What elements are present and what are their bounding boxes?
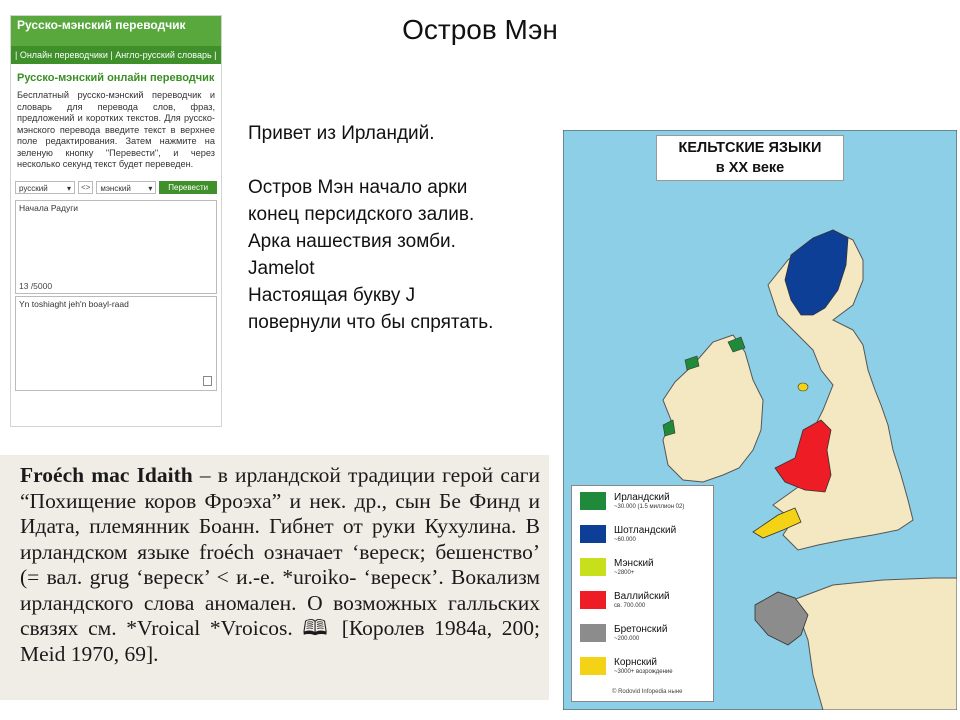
- swap-languages-button[interactable]: <>: [78, 181, 93, 194]
- map-title-line2: в XX веке: [715, 160, 785, 176]
- legend-item: [580, 591, 670, 610]
- source-text: Начала Радуги: [19, 202, 79, 213]
- legend-swatch: [580, 558, 606, 576]
- legend-note: ~2800+: [614, 570, 635, 576]
- map-legend: [571, 485, 714, 702]
- body-text-line: конец персидского залив.: [248, 204, 475, 225]
- body-text-line: [248, 147, 548, 174]
- map-title-line1: КЕЛЬТСКИЕ ЯЗЫКИ: [678, 140, 822, 156]
- chevron-down-icon: ▾: [148, 183, 153, 193]
- legend-swatch: [580, 525, 606, 543]
- body-text-line: Настоящая букву J: [248, 285, 416, 306]
- translate-button[interactable]: Перевести: [159, 181, 217, 194]
- legend-label: Ирландский: [614, 492, 670, 503]
- translator-controls: [11, 177, 221, 198]
- legend-item: [580, 558, 654, 577]
- excerpt-body: – в ирландской традиции герой саги “Похищение коров Фроэха” и нек. др., сын Бе Финд и Идата, племянник Боанн. Гибнет от руки Кухулина. В ирландском языке froéch означает ‘вереск; бешенство’ (= вал. grug ‘вереск’ < и.-е. *uroiko- ‘вереск’. Вокализм ирландского слова аномален. О возможных галльских связях см. *Vroical *Vroicos. 🕮 [Королев 1984а, 200; Meid 1970, 69].: [20, 463, 540, 666]
- legend-note: ~60.000: [614, 537, 636, 543]
- legend-note: ~200.000: [614, 636, 640, 642]
- legend-swatch: [580, 624, 606, 642]
- legend-label: Шотландский: [614, 525, 677, 536]
- legend-note: ~30.000 (1.5 миллион 02): [614, 504, 685, 510]
- copy-icon[interactable]: [203, 376, 212, 386]
- legend-swatch: [580, 492, 606, 510]
- source-text-input[interactable]: [15, 200, 217, 294]
- body-text-line: Jamelot: [248, 258, 315, 279]
- slide-title: Остров Мэн: [402, 14, 558, 45]
- legend-label: Мэнский: [614, 558, 654, 569]
- translator-header: Русско-мэнский переводчик: [11, 16, 221, 46]
- source-language-select[interactable]: [15, 181, 75, 194]
- legend-swatch: [580, 657, 606, 675]
- excerpt-headword: Froéch mac Idaith: [20, 463, 193, 487]
- legend-label: Корнский: [614, 657, 658, 668]
- legend-footer: © Rodovid Infopedia ныне: [612, 689, 683, 695]
- translation-output[interactable]: [15, 296, 217, 391]
- legend-note: св. 700.000: [614, 603, 646, 609]
- legend-label: Бретонский: [614, 624, 668, 635]
- body-text-line: Арка нашествия зомби.: [248, 231, 456, 252]
- map-title: [656, 135, 844, 181]
- source-language-label: русский: [19, 183, 48, 193]
- translator-widget: [10, 15, 222, 427]
- legend-item: [580, 657, 673, 676]
- char-counter: 13 /5000: [19, 280, 53, 291]
- excerpt-text: [20, 463, 540, 667]
- body-text-line: Остров Мэн начало арки: [248, 177, 468, 198]
- body-text-line: повернули что бы спрятать.: [248, 312, 494, 333]
- target-language-select[interactable]: [96, 181, 156, 194]
- translator-description: Бесплатный русско-мэнский переводчик и словарь для перевода слов, фраз, предложений и коротких текстов. Для русско-мэнского перевода введите текст в верхнее поле редактирования. Затем нажмите на зеленую кнопку "Перевести", и через несколько секунд текст будет переведен.: [17, 90, 215, 169]
- celtic-languages-map: [563, 130, 957, 710]
- translator-nav-links[interactable]: | Онлайн переводчики | Англо-русский словарь |: [11, 46, 221, 64]
- legend-item: [580, 624, 667, 643]
- translation-text: Yn toshiaght jeh'n boayl-raad: [19, 298, 129, 309]
- slide-body-text: [248, 120, 548, 336]
- translator-subtitle: Русско-мэнский онлайн переводчик: [17, 72, 215, 84]
- legend-item: [580, 492, 684, 511]
- chevron-down-icon: ▾: [66, 183, 71, 193]
- isle-of-man: [798, 383, 808, 391]
- target-language-label: мэнский: [100, 183, 131, 193]
- legend-note: ~3000+ возрождение: [614, 669, 673, 675]
- legend-swatch: [580, 591, 606, 609]
- legend-label: Валлийский: [614, 591, 670, 602]
- body-text-line: Привет из Ирландий.: [248, 123, 435, 144]
- legend-item: [580, 525, 676, 544]
- france-landmass: [793, 578, 957, 710]
- encyclopedia-excerpt: [0, 455, 549, 700]
